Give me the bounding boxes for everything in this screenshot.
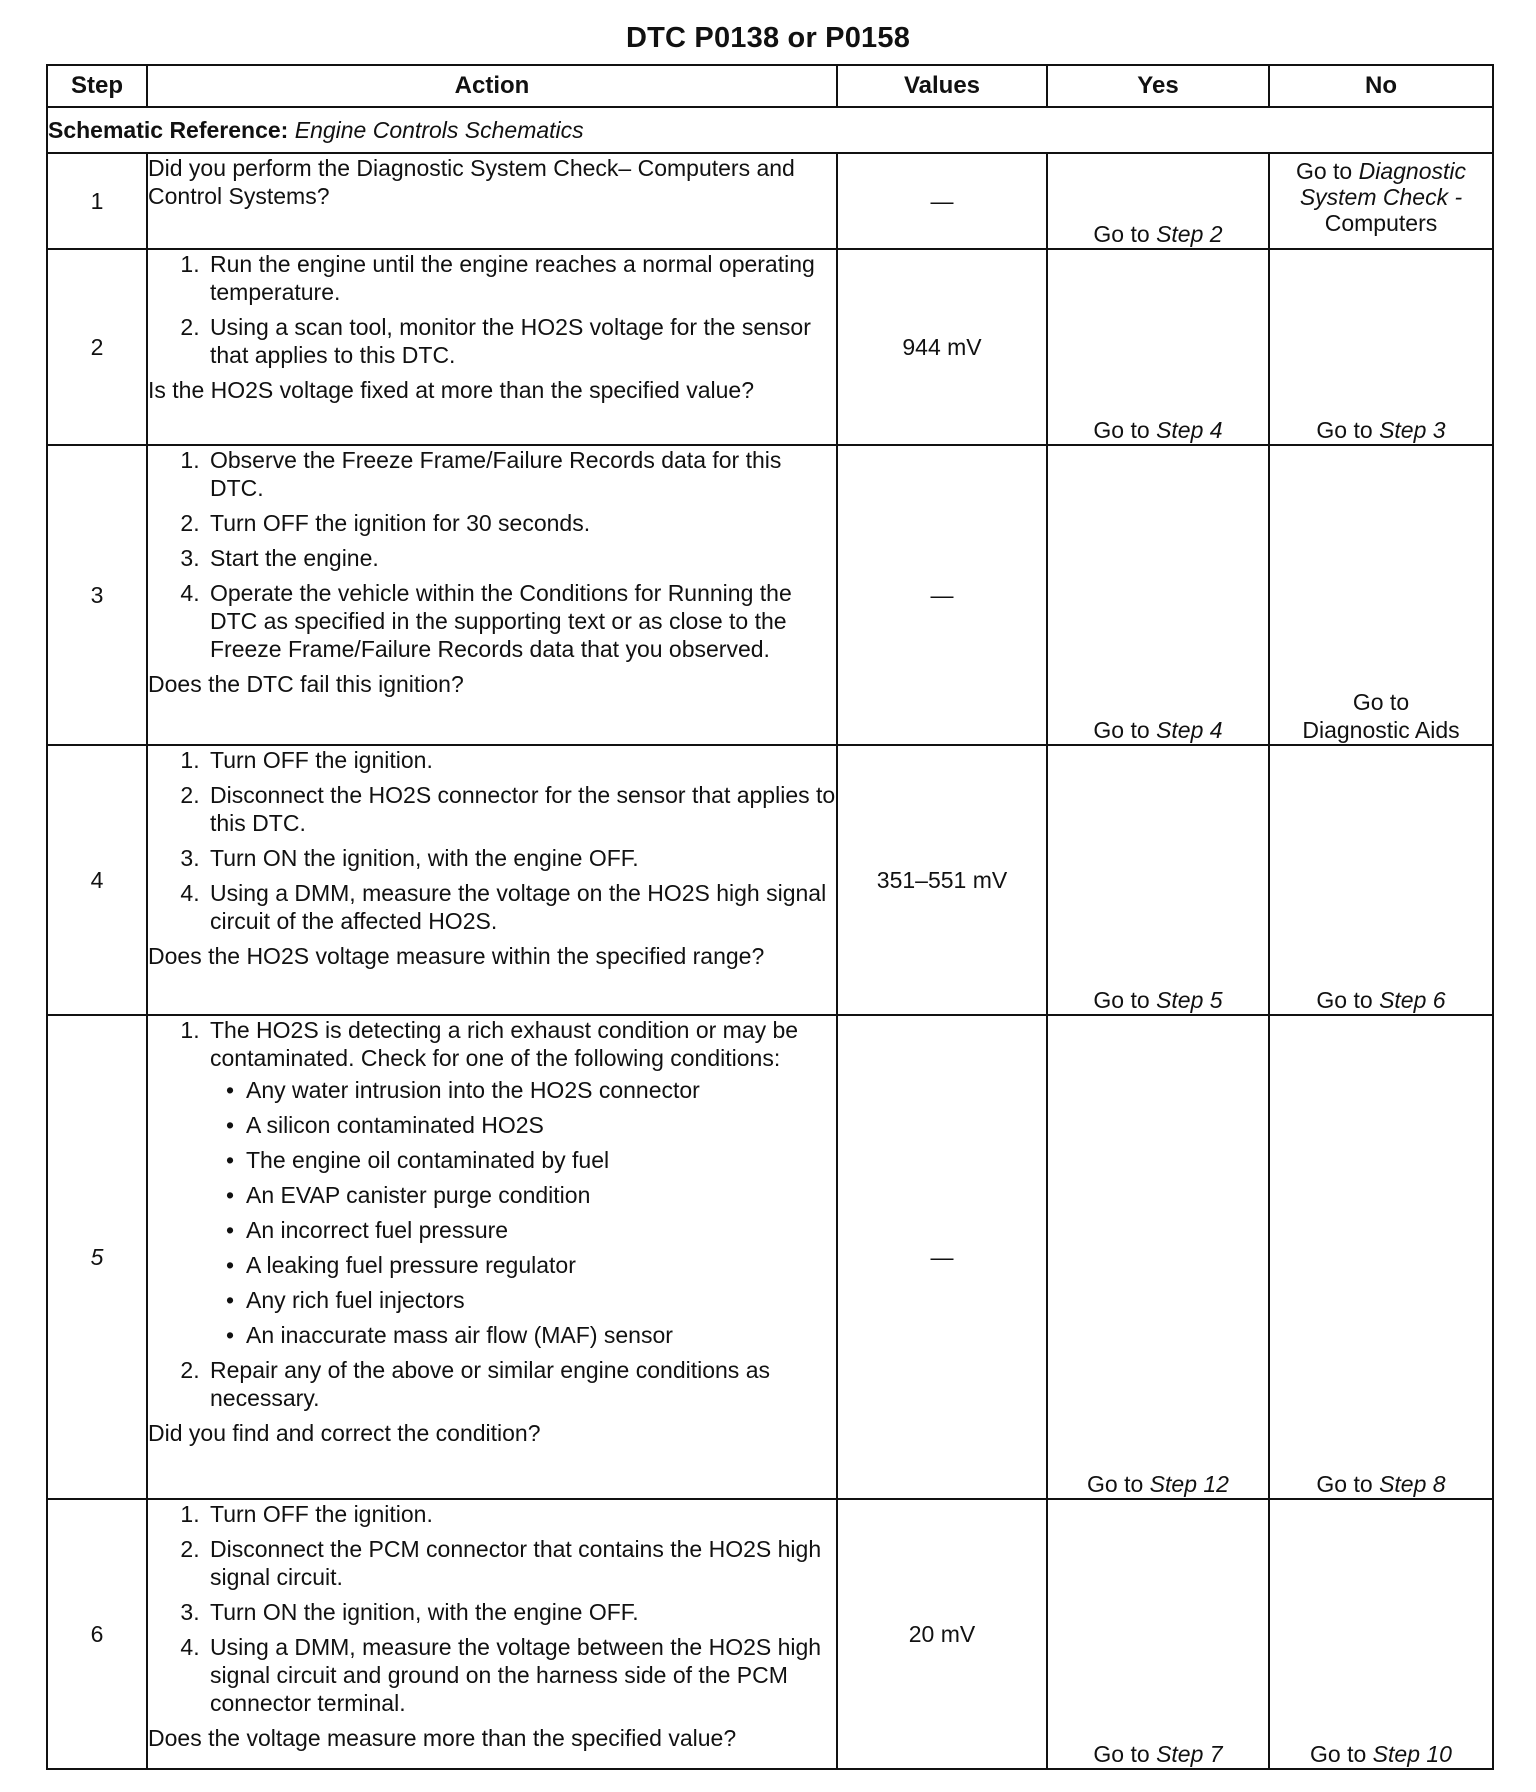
- yes-step-link[interactable]: Step 12: [1149, 1471, 1229, 1497]
- action-cell: [147, 445, 837, 745]
- condition-item: • A leaking fuel pressure regulator: [246, 1251, 836, 1279]
- go-to-label: Go to: [1093, 221, 1150, 247]
- action-item-text: The HO2S is detecting a rich exhaust condition or may be contaminated. Check for one of the following conditions:: [210, 1017, 799, 1071]
- action-item: 1. Run the engine until the engine reaches a normal operating temperature.: [206, 250, 836, 306]
- table-row: [47, 445, 1493, 745]
- action-item: 1. Turn OFF the ignition.: [206, 1500, 836, 1528]
- schematic-link[interactable]: Engine Controls Schematics: [294, 117, 584, 143]
- action-item: 1. Turn OFF the ignition.: [206, 746, 836, 774]
- step-number: 5: [47, 1015, 147, 1499]
- diagnostic-table: [46, 64, 1494, 1770]
- page-title: DTC P0138 or P0158: [625, 22, 911, 54]
- step-number: 6: [47, 1499, 147, 1769]
- no-step-link[interactable]: Step 3: [1379, 417, 1446, 443]
- yes-step-link[interactable]: Step 2: [1156, 221, 1223, 247]
- value-cell: —: [837, 445, 1047, 745]
- action-cell: [147, 1499, 837, 1769]
- action-item: 4. Using a DMM, measure the voltage between the HO2S high signal circuit and ground on the harness side of the PCM connector terminal.: [206, 1633, 836, 1717]
- value-cell: 351–551 mV: [837, 745, 1047, 1015]
- go-to-label: Go to: [1093, 417, 1150, 443]
- step-number: 1: [47, 153, 147, 249]
- action-cell: [147, 249, 837, 445]
- schematic-reference-row: [47, 107, 1493, 153]
- no-go-to-label: Go to: [1352, 689, 1410, 715]
- no-cell[interactable]: [1269, 1015, 1493, 1499]
- no-step-link[interactable]: Step 8: [1379, 1471, 1446, 1497]
- action-item: [206, 1016, 836, 1349]
- action-question: Is the HO2S voltage fixed at more than the specified value?: [148, 377, 755, 403]
- go-to-label: Go to: [1310, 1741, 1367, 1767]
- step-number: 3: [47, 445, 147, 745]
- action-item: 3. Turn ON the ignition, with the engine OFF.: [206, 844, 836, 872]
- table-row: [47, 745, 1493, 1015]
- action-cell: [147, 1015, 837, 1499]
- go-to-label: Go to: [1295, 158, 1353, 184]
- yes-cell[interactable]: [1047, 1499, 1269, 1769]
- go-to-label: Go to: [1316, 987, 1373, 1013]
- no-cell[interactable]: [1269, 1499, 1493, 1769]
- action-item: 2. Disconnect the PCM connector that contains the HO2S high signal circuit.: [206, 1535, 836, 1591]
- no-step-link[interactable]: Step 6: [1379, 987, 1446, 1013]
- no-link-system-check[interactable]: System Check -: [1299, 184, 1463, 210]
- step-number: 4: [47, 745, 147, 1015]
- header-step: Step: [47, 65, 147, 107]
- step-number: 2: [47, 249, 147, 445]
- yes-cell[interactable]: [1047, 445, 1269, 745]
- no-cell[interactable]: [1269, 745, 1493, 1015]
- yes-cell[interactable]: [1047, 1015, 1269, 1499]
- header-no: No: [1269, 65, 1493, 107]
- value-cell: 944 mV: [837, 249, 1047, 445]
- action-item: 1. Observe the Freeze Frame/Failure Records data for this DTC.: [206, 446, 836, 502]
- go-to-label: Go to: [1093, 987, 1150, 1013]
- no-link-diagnostic-aids[interactable]: Diagnostic Aids: [1302, 717, 1460, 743]
- header-values: Values: [837, 65, 1047, 107]
- schematic-reference: [47, 107, 1493, 153]
- condition-item: • An inaccurate mass air flow (MAF) sensor: [246, 1321, 836, 1349]
- header-row: [47, 65, 1493, 107]
- value-cell: 20 mV: [837, 1499, 1047, 1769]
- action-cell: [147, 745, 837, 1015]
- no-link-computers[interactable]: Computers: [1324, 210, 1438, 236]
- condition-item: • An incorrect fuel pressure: [246, 1216, 836, 1244]
- action-question: Does the voltage measure more than the specified value?: [148, 1725, 737, 1751]
- action-item: 3. Start the engine.: [206, 544, 836, 572]
- yes-cell[interactable]: [1047, 249, 1269, 445]
- action-item: 3. Turn ON the ignition, with the engine OFF.: [206, 1598, 836, 1626]
- condition-item: • A silicon contaminated HO2S: [246, 1111, 836, 1139]
- go-to-label: Go to: [1316, 1471, 1373, 1497]
- table-row: [47, 1499, 1493, 1769]
- no-step-link[interactable]: Step 10: [1372, 1741, 1452, 1767]
- yes-step-link[interactable]: Step 4: [1156, 417, 1223, 443]
- value-cell: —: [837, 1015, 1047, 1499]
- no-cell[interactable]: [1269, 249, 1493, 445]
- yes-step-link[interactable]: Step 7: [1156, 1741, 1223, 1767]
- no-link-diagnostic[interactable]: Diagnostic: [1358, 158, 1467, 184]
- table-row: [47, 1015, 1493, 1499]
- header-action: Action: [147, 65, 837, 107]
- yes-step-link[interactable]: Step 5: [1156, 987, 1223, 1013]
- value-cell: —: [837, 153, 1047, 249]
- header-yes: Yes: [1047, 65, 1269, 107]
- schematic-label: Schematic Reference:: [48, 117, 289, 143]
- action-item: 2. Using a scan tool, monitor the HO2S voltage for the sensor that applies to this DTC.: [206, 313, 836, 369]
- go-to-label: Go to: [1087, 1471, 1144, 1497]
- no-cell[interactable]: [1269, 153, 1493, 249]
- action-text: Did you perform the Diagnostic System Check– Computers and Control Systems?: [148, 155, 795, 209]
- yes-step-link[interactable]: Step 4: [1156, 717, 1223, 743]
- no-cell[interactable]: [1269, 445, 1493, 745]
- condition-list: [210, 1076, 836, 1349]
- yes-cell[interactable]: [1047, 745, 1269, 1015]
- go-to-label: Go to: [1093, 717, 1150, 743]
- go-to-label: Go to: [1316, 417, 1373, 443]
- condition-item: • The engine oil contaminated by fuel: [246, 1146, 836, 1174]
- action-question: Does the HO2S voltage measure within the specified range?: [148, 943, 765, 969]
- action-item: 2. Turn OFF the ignition for 30 seconds.: [206, 509, 836, 537]
- action-question: Did you find and correct the condition?: [148, 1420, 541, 1446]
- action-item: 4. Using a DMM, measure the voltage on the HO2S high signal circuit of the affected HO2S.: [206, 879, 836, 935]
- action-cell: [147, 153, 837, 249]
- table-row: [47, 249, 1493, 445]
- table-row: [47, 153, 1493, 249]
- action-question: Does the DTC fail this ignition?: [148, 671, 464, 697]
- action-item: 2. Disconnect the HO2S connector for the sensor that applies to this DTC.: [206, 781, 836, 837]
- action-item: 4. Operate the vehicle within the Conditions for Running the DTC as specified in the supporting text or as close to the Freeze Frame/Failure Records data that you observed.: [206, 579, 836, 663]
- action-item: 2. Repair any of the above or similar engine conditions as necessary.: [206, 1356, 836, 1412]
- go-to-label: Go to: [1093, 1741, 1150, 1767]
- condition-item: • An EVAP canister purge condition: [246, 1181, 836, 1209]
- yes-cell[interactable]: [1047, 153, 1269, 249]
- condition-item: • Any water intrusion into the HO2S connector: [246, 1076, 836, 1104]
- condition-item: • Any rich fuel injectors: [246, 1286, 836, 1314]
